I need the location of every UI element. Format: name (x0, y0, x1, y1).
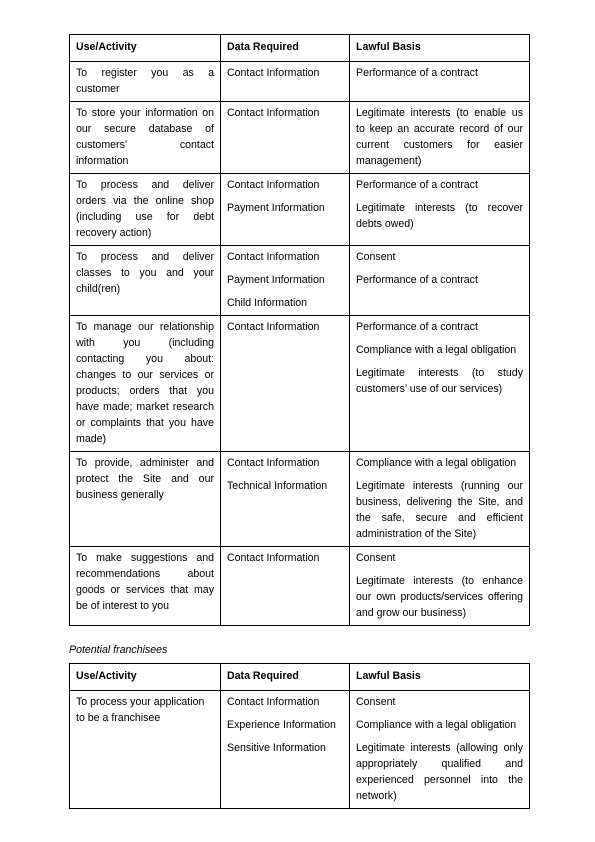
data-item: Payment Information (227, 202, 325, 214)
lawful-basis-cell (350, 547, 530, 626)
basis-item: Consent (356, 251, 396, 263)
data-item: Contact Information (227, 67, 320, 79)
data-item: Contact Information (227, 107, 320, 119)
use-activity-cell: To make suggestions and recommendations about goods or services that may be of interest to you (70, 547, 221, 626)
data-required-cell (221, 452, 350, 547)
lawful-basis-cell (350, 62, 530, 102)
use-activity-cell: To process your application to be a franchisee (70, 691, 221, 809)
lawful-basis-cell (350, 452, 530, 547)
data-item: Contact Information (227, 179, 320, 191)
data-item: Contact Information (227, 696, 320, 708)
basis-item: Legitimate interests (to enhance our own products/services offering and grow our business) (356, 575, 523, 619)
basis-item: Consent (356, 696, 396, 708)
data-item: Sensitive Information (227, 742, 326, 754)
header-data-required: Data Required (221, 35, 350, 62)
header-lawful-basis: Lawful Basis (350, 664, 530, 691)
basis-item: Legitimate interests (to recover debts owed) (356, 202, 523, 230)
data-item: Contact Information (227, 457, 320, 469)
table-row (70, 452, 530, 547)
use-activity-cell: To provide, administer and protect the Site and our business generally (70, 452, 221, 547)
table-header-row (70, 664, 530, 691)
use-activity-cell: To manage our relationship with you (including contacting you about: changes to our services or products; orders that you have made; market research or complaints that you have made) (70, 316, 221, 452)
data-required-cell (221, 174, 350, 246)
table-row (70, 246, 530, 316)
basis-item: Legitimate interests (to study customers’ use of our services) (356, 367, 523, 395)
basis-item: Legitimate interests (to enable us to keep an accurate record of our current customers for easier management) (356, 107, 523, 167)
section-heading-potential-franchisees: Potential franchisees (69, 644, 168, 656)
data-item: Payment Information (227, 274, 325, 286)
data-item: Contact Information (227, 552, 320, 564)
table-row (70, 547, 530, 626)
data-item: Contact Information (227, 251, 320, 263)
table-header-row (70, 35, 530, 62)
basis-item: Consent (356, 552, 396, 564)
use-activity-cell: To process and deliver orders via the online shop (including use for debt recovery action) (70, 174, 221, 246)
basis-item: Performance of a contract (356, 321, 478, 333)
lawful-basis-cell (350, 102, 530, 174)
basis-item: Compliance with a legal obligation (356, 344, 517, 356)
basis-item: Compliance with a legal obligation (356, 457, 517, 469)
lawful-basis-cell (350, 691, 530, 809)
use-activity-cell: To register you as a customer (70, 62, 221, 102)
table-row (70, 691, 530, 809)
header-use-activity: Use/Activity (70, 664, 221, 691)
data-item: Contact Information (227, 321, 320, 333)
data-required-cell (221, 316, 350, 452)
basis-item: Compliance with a legal obligation (356, 719, 517, 731)
lawful-basis-cell (350, 174, 530, 246)
use-activity-cell: To store your information on our secure database of customers’ contact information (70, 102, 221, 174)
use-activity-cell: To process and deliver classes to you and your child(ren) (70, 246, 221, 316)
table-row (70, 174, 530, 246)
lawful-basis-cell (350, 246, 530, 316)
table-row (70, 102, 530, 174)
basis-item: Performance of a contract (356, 67, 478, 79)
basis-item: Performance of a contract (356, 179, 478, 191)
data-item: Experience Information (227, 719, 336, 731)
header-use-activity: Use/Activity (70, 35, 221, 62)
basis-item: Legitimate interests (allowing only appropriately qualified and experienced personnel into the network) (356, 742, 523, 802)
data-required-cell (221, 691, 350, 809)
data-item: Child Information (227, 297, 308, 309)
data-required-cell (221, 547, 350, 626)
franchisees-lawful-basis-table (69, 663, 530, 809)
table-row (70, 316, 530, 452)
header-lawful-basis: Lawful Basis (350, 35, 530, 62)
data-item: Technical Information (227, 480, 328, 492)
table-row (70, 62, 530, 102)
customers-lawful-basis-table (69, 34, 530, 626)
data-required-cell (221, 102, 350, 174)
basis-item: Legitimate interests (running our business, delivering the Site, and the safe, secure and efficient administration of the Site) (356, 480, 523, 540)
data-required-cell (221, 246, 350, 316)
basis-item: Performance of a contract (356, 274, 478, 286)
data-required-cell (221, 62, 350, 102)
header-data-required: Data Required (221, 664, 350, 691)
lawful-basis-cell (350, 316, 530, 452)
